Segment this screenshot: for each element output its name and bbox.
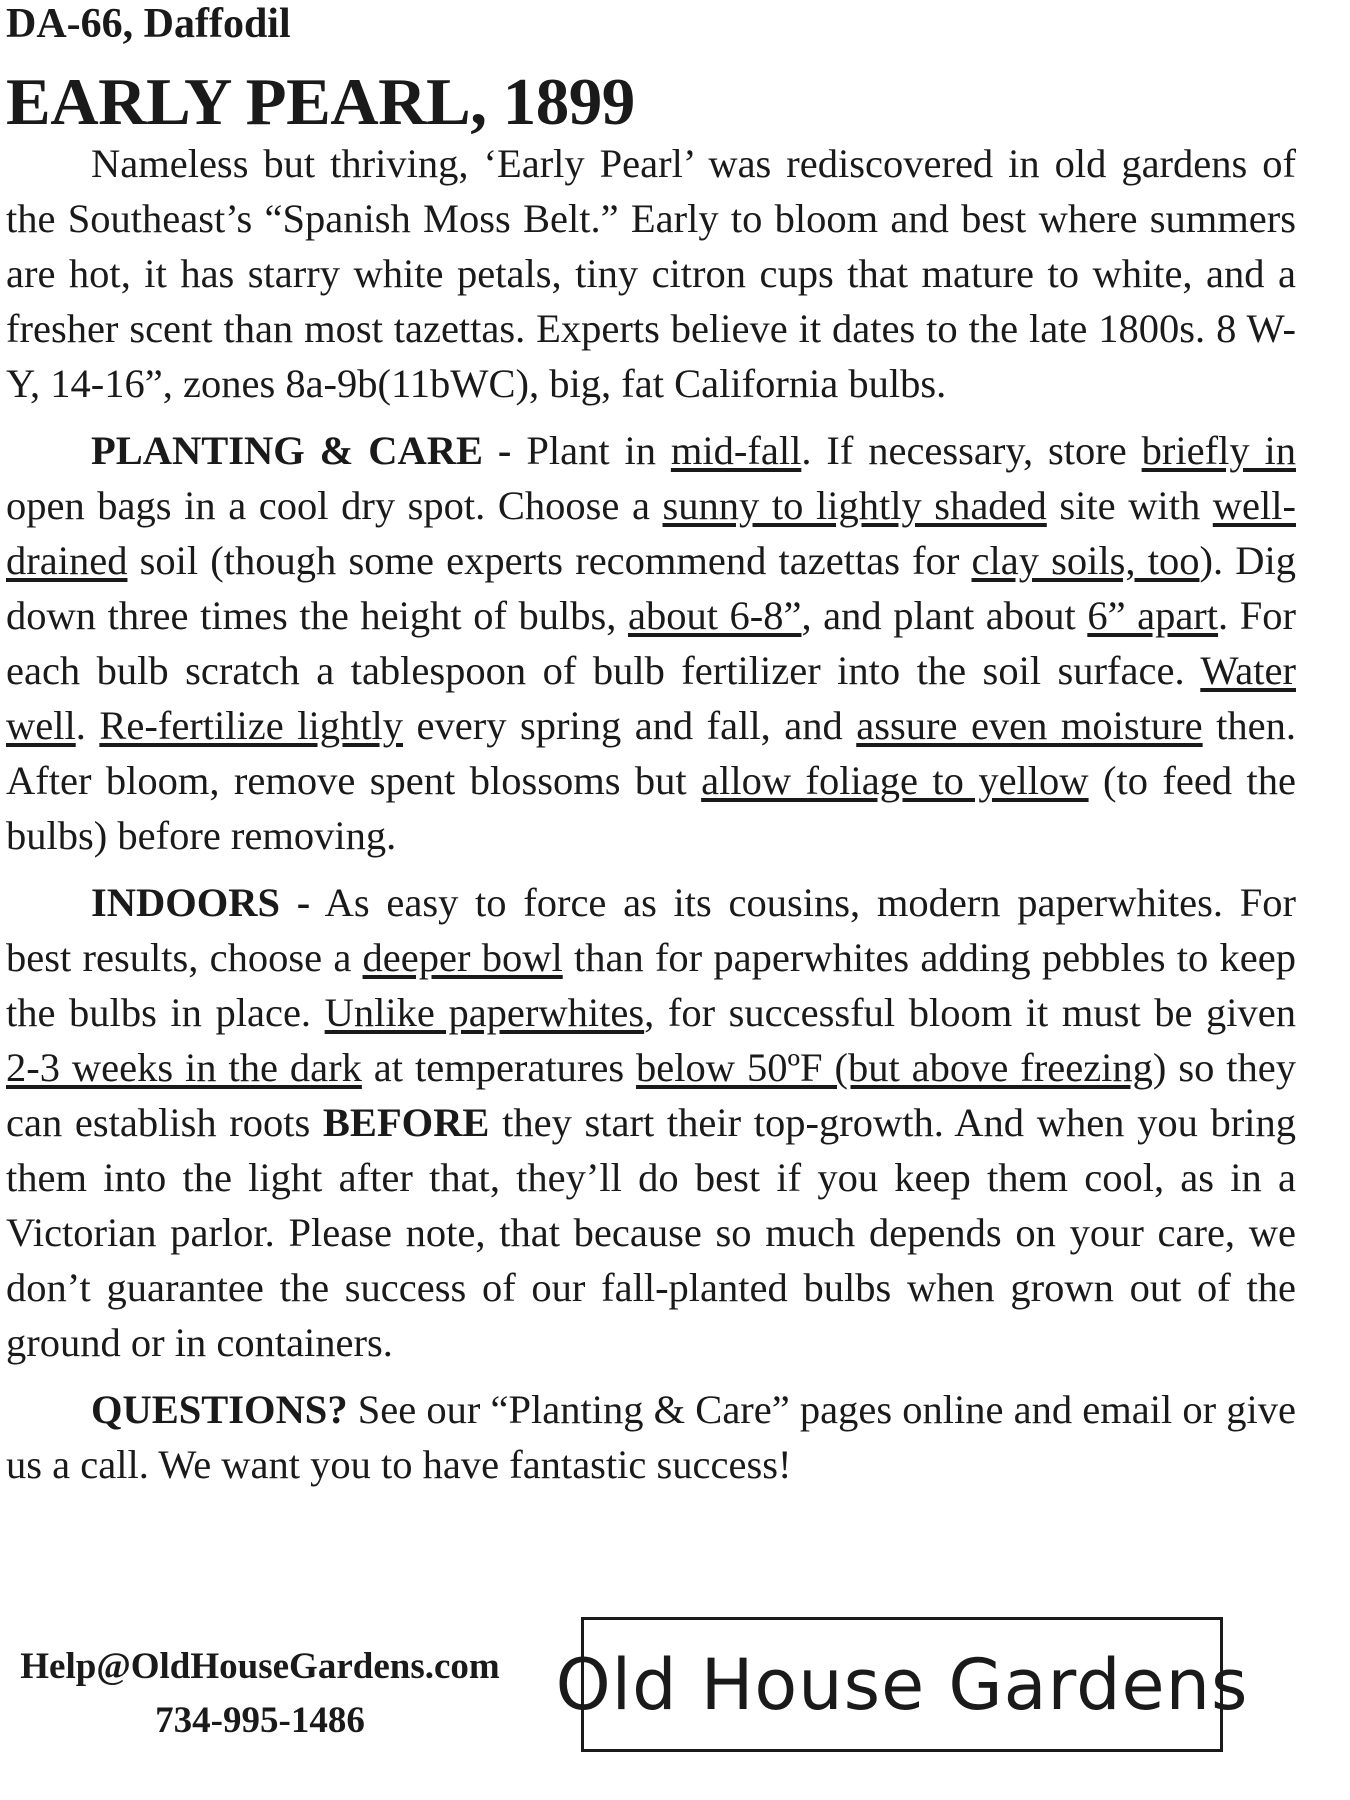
emphasis: below 50ºF (but above freezing	[636, 1045, 1153, 1090]
planting-heading: PLANTING & CARE -	[91, 428, 512, 473]
emphasis: allow foliage to yellow	[701, 758, 1089, 803]
logo-text: Old House Gardens	[555, 1643, 1249, 1726]
emphasis: Re-fertilize lightly	[99, 703, 404, 748]
emphasis: Unlike paperwhites	[324, 990, 645, 1035]
indoors-paragraph: INDOORS - As easy to force as its cousins, modern paperwhites. For best results, choose a deeper bowl than for paperwhites adding pebbles to keep the bulbs in place. Unlike paperwhites, for successful bloom it must be given 2-3 weeks in the dark at temperatures below 50ºF (but above freezing) so they can establish roots BEFORE they start their top-growth. And when you bring them into the light after that, they’ll do best if you keep them cool, as in a Victorian parlor. Please note, that because so much depends on your care, we don’t guarantee the success of our fall-planted bulbs when grown out of the ground or in containers.	[6, 880, 1297, 1365]
phone-number: 734-995-1486	[155, 1700, 365, 1741]
emphasis-bold: BEFORE	[322, 1100, 490, 1145]
emphasis: Water well	[6, 648, 1296, 748]
emphasis: about 6-8”	[627, 593, 802, 638]
emphasis: briefly in	[1141, 428, 1296, 473]
emphasis: assure even moisture	[856, 703, 1203, 748]
email-address[interactable]: Help@OldHouseGardens.com	[20, 1646, 500, 1687]
product-code: DA-66, Daffodil	[6, 1, 291, 47]
page-title: EARLY PEARL, 1899	[6, 65, 635, 139]
intro-paragraph: Nameless but thriving, ‘Early Pearl’ was rediscovered in old gardens of the Southeast’s “Spanish Moss Belt.” Early to bloom and best where summers are hot, it has starry white petals, tiny citron cups that mature to white, and a fresher scent than most tazettas. Experts believe it dates to the late 1800s. 8 W-Y, 14-16”, zones 8a-9b(11bWC), big, fat California bulbs.	[6, 141, 1296, 406]
questions-heading: QUESTIONS?	[91, 1387, 348, 1432]
emphasis: clay soils, too	[971, 538, 1200, 583]
emphasis: deeper bowl	[362, 935, 563, 980]
emphasis: 6” apart	[1087, 593, 1219, 638]
questions-paragraph: QUESTIONS? See our “Planting & Care” pages online and email or give us a call. We want you to have fantastic success!	[6, 1387, 1296, 1487]
planting-paragraph: PLANTING & CARE - Plant in mid-fall. If necessary, store briefly in open bags in a cool dry spot. Choose a sunny to lightly shaded site with well-drained soil (though some experts recommend tazettas for clay soils, too). Dig down three times the height of bulbs, about 6-8”, and plant about 6” apart. For each bulb scratch a tablespoon of bulb fertilizer into the soil surface. Water well. Re-fertilize lightly every spring and fall, and assure even moisture then. After bloom, remove spent blossoms but allow foliage to yellow (to feed the bulbs) before removing.	[6, 428, 1296, 858]
description-body	[6, 136, 1296, 1504]
indoors-heading: INDOORS -	[91, 880, 311, 925]
emphasis: sunny to lightly shaded	[662, 483, 1047, 528]
contact-block	[0, 1640, 520, 1748]
emphasis: 2-3 weeks in the dark	[6, 1045, 362, 1090]
emphasis: well-drained	[6, 483, 1296, 583]
emphasis: mid-fall	[670, 428, 802, 473]
brand-logo	[555, 1617, 1249, 1752]
